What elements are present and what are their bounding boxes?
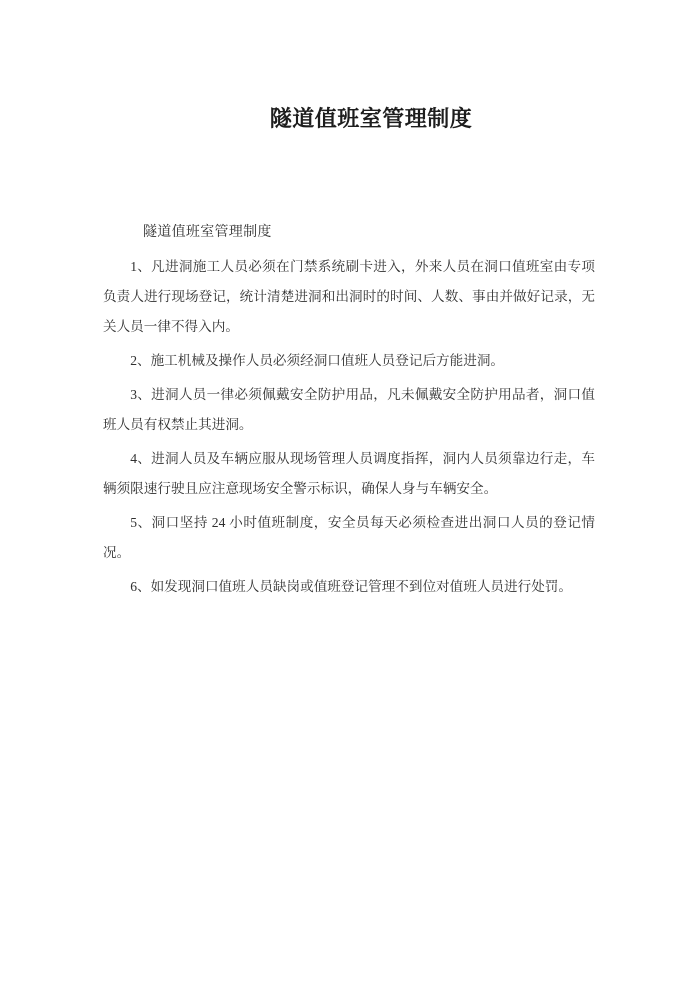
body-paragraph: 2、施工机械及操作人员必须经洞口值班人员登记后方能进洞。 <box>130 353 505 368</box>
document-page <box>0 102 700 1007</box>
document-title: 隧道值班室管理制度 <box>269 106 473 131</box>
body-paragraph: 4、进洞人员及车辆应服从现场管理人员调度指挥，洞内人员须靠边行走，车辆须限速行驶且应注意现场安全警示标识，确保人身与车辆安全。 <box>103 451 595 496</box>
document-body <box>103 252 595 602</box>
body-paragraph: 5、洞口坚持 24 小时值班制度，安全员每天必须检查进出洞口人员的登记情况。 <box>103 515 595 560</box>
document-subtitle: 隧道值班室管理制度 <box>143 225 272 240</box>
body-paragraph: 6、如发现洞口值班人员缺岗或值班登记管理不到位对值班人员进行处罚。 <box>130 579 572 594</box>
body-paragraph: 1、凡进洞施工人员必须在门禁系统刷卡进入，外来人员在洞口值班室由专项负责人进行现场登记，统计清楚进洞和出洞时的时间、人数、事由并做好记录，无关人员一律不得入内。 <box>103 259 595 334</box>
body-paragraph: 3、进洞人员一律必须佩戴安全防护用品，凡未佩戴安全防护用品者，洞口值班人员有权禁止其进洞。 <box>103 387 595 432</box>
